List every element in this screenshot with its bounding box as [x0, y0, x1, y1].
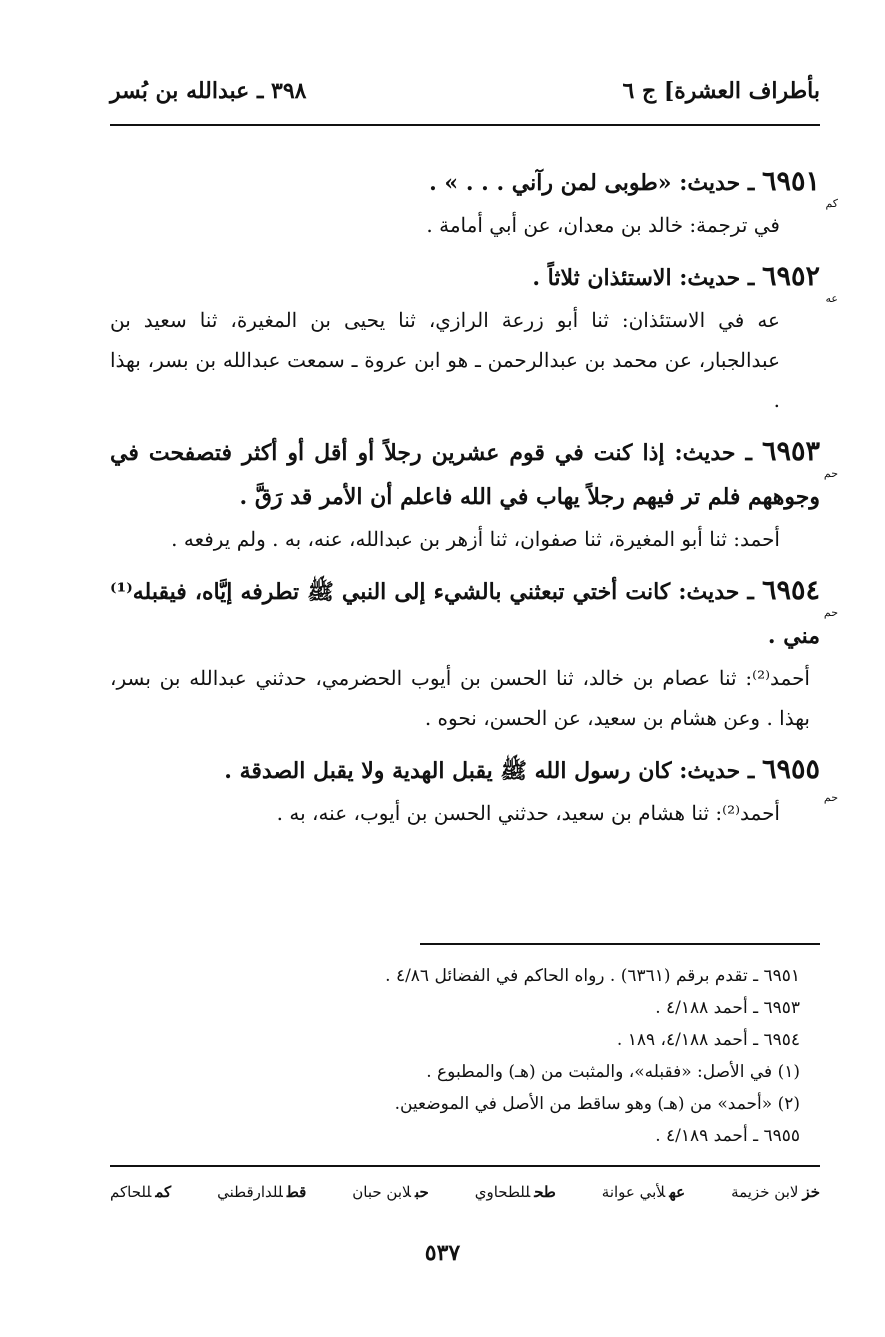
hadith-entry	[110, 569, 838, 738]
footnote-line: ٦٩٥١ ـ تقدم برقم (٦٣٦١) . رواه الحاكم في الفضائل ٤/٨٦ .	[385, 966, 800, 986]
hadith-text: ـ حديث: «طوبى لمن رآني . . . » .	[429, 170, 755, 196]
footnote-line: ٦٩٥٥ ـ أحمد ٤/١٨٩ .	[655, 1126, 800, 1146]
isnad-text: أحمد: ثنا أبو المغيرة، ثنا صفوان، ثنا أزهر بن عبدالله، عنه، به . ولم يرفعه .	[171, 527, 780, 551]
legend-item	[602, 1183, 685, 1201]
header-divider	[110, 124, 820, 126]
isnad-text: أحمد⁽²⁾: ثنا هشام بن سعيد، حدثني الحسن بن أيوب، عنه، به .	[276, 801, 780, 825]
page-number: ٥٣٧	[424, 1240, 461, 1266]
legend-name: للدارقطني	[217, 1183, 283, 1201]
hadith-entry	[110, 255, 838, 420]
legend-name: لابن خزيمة	[731, 1183, 799, 1201]
hadith-number: ٦٩٥٣	[761, 436, 820, 467]
header-chapter-title: ٣٩٨ ـ عبدالله بن بُسر	[110, 78, 307, 104]
source-symbol: كم	[825, 197, 838, 210]
legend-name: للحاكم	[110, 1183, 152, 1201]
footnote-line: (٢) «أحمد» من (هـ) وهو ساقط من الأصل في الموضعين.	[394, 1094, 800, 1114]
legend-item	[731, 1183, 820, 1201]
isnad-text: أحمد⁽²⁾: ثنا عصام بن خالد، ثنا الحسن بن أيوب الحضرمي، حدثني عبدالله بن بسر، بهذا . وعن هشام بن سعيد، عن الحسن، نحوه .	[110, 666, 810, 730]
hadith-heading	[110, 160, 820, 205]
source-symbol: حم	[823, 467, 838, 480]
source-symbol: حم	[823, 606, 838, 619]
hadith-number: ٦٩٥٢	[761, 261, 820, 292]
hadith-heading	[110, 748, 820, 793]
hadith-number: ٦٩٥١	[761, 166, 820, 197]
hadith-text: ـ حديث: الاستئذان ثلاثاً .	[532, 265, 755, 291]
legend-item	[217, 1183, 306, 1201]
legend-abbr: طح	[534, 1183, 556, 1201]
hadith-entry	[110, 748, 838, 833]
hadith-text: ـ حديث: إذا كنت في قوم عشرين رجلاً أو أقل أو أكثر فتصفحت في وجوههم فلم تر فيهم رجلاً يهاب في الله فاعلم أن الأمر قد رَقَّ .	[110, 440, 820, 510]
footnote-line: ٦٩٥٤ ـ أحمد ٤/١٨٨، ١٨٩ .	[616, 1030, 800, 1050]
hadith-heading	[110, 255, 820, 300]
legend-abbr: قط	[286, 1183, 307, 1201]
legend-item	[110, 1183, 171, 1201]
legend-item	[352, 1183, 429, 1201]
legend-item	[475, 1183, 556, 1201]
hadith-heading	[110, 569, 820, 658]
running-header	[110, 78, 820, 118]
source-symbol: حم	[823, 791, 838, 804]
footnote-line: ٦٩٥٣ ـ أحمد ٤/١٨٨ .	[655, 998, 800, 1018]
legend-abbr: عه	[669, 1183, 686, 1201]
legend-divider	[110, 1165, 820, 1167]
hadith-heading	[110, 430, 820, 519]
legend-name: لأبي عوانة	[601, 1183, 666, 1201]
hadith-text: ـ حديث: كان رسول الله ﷺ يقبل الهدية ولا يقبل الصدقة .	[224, 758, 755, 784]
legend-abbr: كم	[155, 1183, 172, 1201]
main-text	[110, 160, 838, 843]
footnotes	[110, 960, 800, 1152]
legend-name: لابن حبان	[352, 1183, 411, 1201]
legend-abbr: خز	[802, 1183, 820, 1201]
legend-name: للطحاوي	[474, 1183, 531, 1201]
legend-abbr: حب	[414, 1183, 429, 1201]
hadith-entry	[110, 160, 838, 245]
isnad-text: في ترجمة: خالد بن معدان، عن أبي أمامة .	[426, 213, 780, 237]
abbreviation-legend	[110, 1183, 820, 1201]
hadith-number: ٦٩٥٤	[761, 575, 820, 606]
isnad-text: عه في الاستئذان: ثنا أبو زرعة الرازي، ثنا يحيى بن المغيرة، ثنا سعيد بن عبدالجبار، عن محمد بن عبدالرحمن ـ هو ابن عروة ـ سمعت عبدالله بن بسر، بهذا .	[110, 308, 780, 412]
footnote-line: (١) في الأصل: «فقبله»، والمثبت من (هـ) والمطبوع .	[426, 1062, 800, 1082]
hadith-number: ٦٩٥٥	[761, 754, 820, 785]
source-symbol: عه	[825, 292, 838, 305]
hadith-entry	[110, 430, 838, 559]
footnote-divider	[420, 943, 820, 945]
header-book-title: بأطراف العشرة] ج ٦	[622, 78, 820, 104]
hadith-text: ـ حديث: كانت أختي تبعثني بالشيء إلى النبي ﷺ تطرفه إيَّاه، فيقبله⁽¹⁾ مني .	[110, 579, 820, 649]
